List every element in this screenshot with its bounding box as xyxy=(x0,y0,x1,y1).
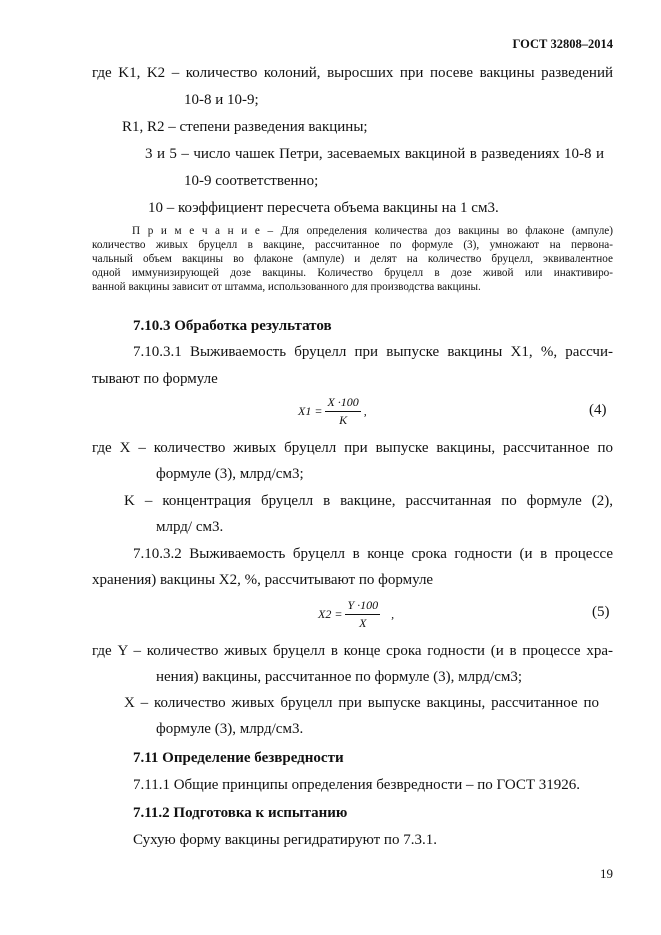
section-7-10-3-heading: 7.10.3 Обработка результатов xyxy=(133,318,332,334)
formula-4-fraction xyxy=(325,395,360,428)
formula-5-tail: , xyxy=(391,607,395,621)
note-text-2: количество живых бруцелл в вакцине, рассчитанное по формуле (3), умножают на первона- xyxy=(92,239,613,251)
formula-4-tail: , xyxy=(363,404,367,418)
formula-5-denominator: X xyxy=(359,616,367,630)
note-line-4 xyxy=(92,266,613,280)
formula-5-fraction xyxy=(345,598,380,631)
where-k-line xyxy=(92,64,613,82)
para-7-10-3-1-text: 7.10.3.1 Выживаемость бруцелл при выпуске вакцины X1, %, рассчи- xyxy=(133,344,613,360)
formula-5-numerator: Y ·100 xyxy=(345,598,380,615)
where-x-line-1 xyxy=(92,439,613,457)
where-x2-line-1 xyxy=(124,694,599,712)
section-7-11-heading: 7.11 Определение безвредности xyxy=(133,750,344,766)
formula-5-label: (5) xyxy=(592,604,610,620)
note-line-1 xyxy=(132,224,613,238)
where-x-line-2: формуле (3), млрд/см3; xyxy=(156,466,304,482)
note-line-3 xyxy=(92,252,613,266)
page-number: 19 xyxy=(600,866,613,881)
formula-4-numerator: X ·100 xyxy=(325,395,360,412)
para-7-10-3-2-line-1 xyxy=(133,545,613,563)
where-x2-line-2: формуле (3), млрд/см3. xyxy=(156,721,304,737)
note-line-5: ванной вакцины зависит от штамма, использованного для производства вакцины. xyxy=(92,281,481,293)
coefficient-line: 10 – коэффициент пересчета объема вакцины на 1 см3. xyxy=(148,200,499,216)
where-y-line-1 xyxy=(92,642,613,660)
para-7-10-3-1-line-2: тывают по формуле xyxy=(92,371,218,387)
formula-5 xyxy=(318,598,394,631)
para-7-11-1: 7.11.1 Общие принципы определения безвредности – по ГОСТ 31926. xyxy=(133,777,581,793)
where-k-text: где K1, K2 – количество колоний, выросших при посеве вакцины разведений xyxy=(92,65,613,81)
para-7-11-2: Сухую форму вакцины регидратируют по 7.3.1. xyxy=(133,832,437,848)
petri-line xyxy=(145,145,604,163)
note-line-2 xyxy=(92,238,613,252)
para-7-10-3-2-line-2: хранения) вакцины X2, %, рассчитывают по формуле xyxy=(92,572,434,588)
where-x2-text: X – количество живых бруцелл при выпуске вакцины, рассчитанное по xyxy=(124,695,599,711)
where-y-line-2: нения) вакцины, рассчитанное по формуле (3), млрд/см3; xyxy=(156,669,523,685)
section-7-11-2-heading: 7.11.2 Подготовка к испытанию xyxy=(133,805,348,821)
where-y-text: где Y – количество живых бруцелл в конце срока годности (и в процессе хра- xyxy=(92,643,613,659)
formula-5-lhs: X2 = xyxy=(318,607,343,621)
where-k-conc-text: K – концентрация бруцелл в вакцине, рассчитанная по формуле (2), xyxy=(124,493,613,509)
document-header: ГОСТ 32808–2014 xyxy=(512,37,613,51)
respectively-line: 10-9 соответственно; xyxy=(184,173,319,189)
formula-4-label: (4) xyxy=(589,402,607,418)
formula-4-lhs: X1 = xyxy=(298,404,323,418)
petri-text: 3 и 5 – число чашек Петри, засеваемых вакциной в разведениях 10-8 и xyxy=(145,146,604,162)
formula-4-denominator: K xyxy=(339,413,348,427)
note-text-3: чальный объем вакцины во флаконе (ампуле) и делят на количество бруцелл, эквивалентное xyxy=(92,253,613,265)
para-7-10-3-1-line-1 xyxy=(133,343,613,361)
dilution-line: 10-8 и 10-9; xyxy=(184,92,259,108)
note-text-1: П р и м е ч а н и е – Для определения количества доз вакцины во флаконе (ампуле) xyxy=(132,225,613,237)
where-r-line: R1, R2 – степени разведения вакцины; xyxy=(122,119,368,135)
where-k-conc-line-2: млрд/ см3. xyxy=(156,519,224,535)
note-text-4: одной иммунизирующей дозе вакцины. Количество бруцелл в дозе живой или инактивиро- xyxy=(92,267,613,279)
para-7-10-3-2-text: 7.10.3.2 Выживаемость бруцелл в конце срока годности (и в процессе xyxy=(133,546,613,562)
where-x-text-1: где X – количество живых бруцелл при выпуске вакцины, рассчитанное по xyxy=(92,440,613,456)
where-k-conc-line-1 xyxy=(124,492,613,510)
formula-4 xyxy=(298,395,367,428)
